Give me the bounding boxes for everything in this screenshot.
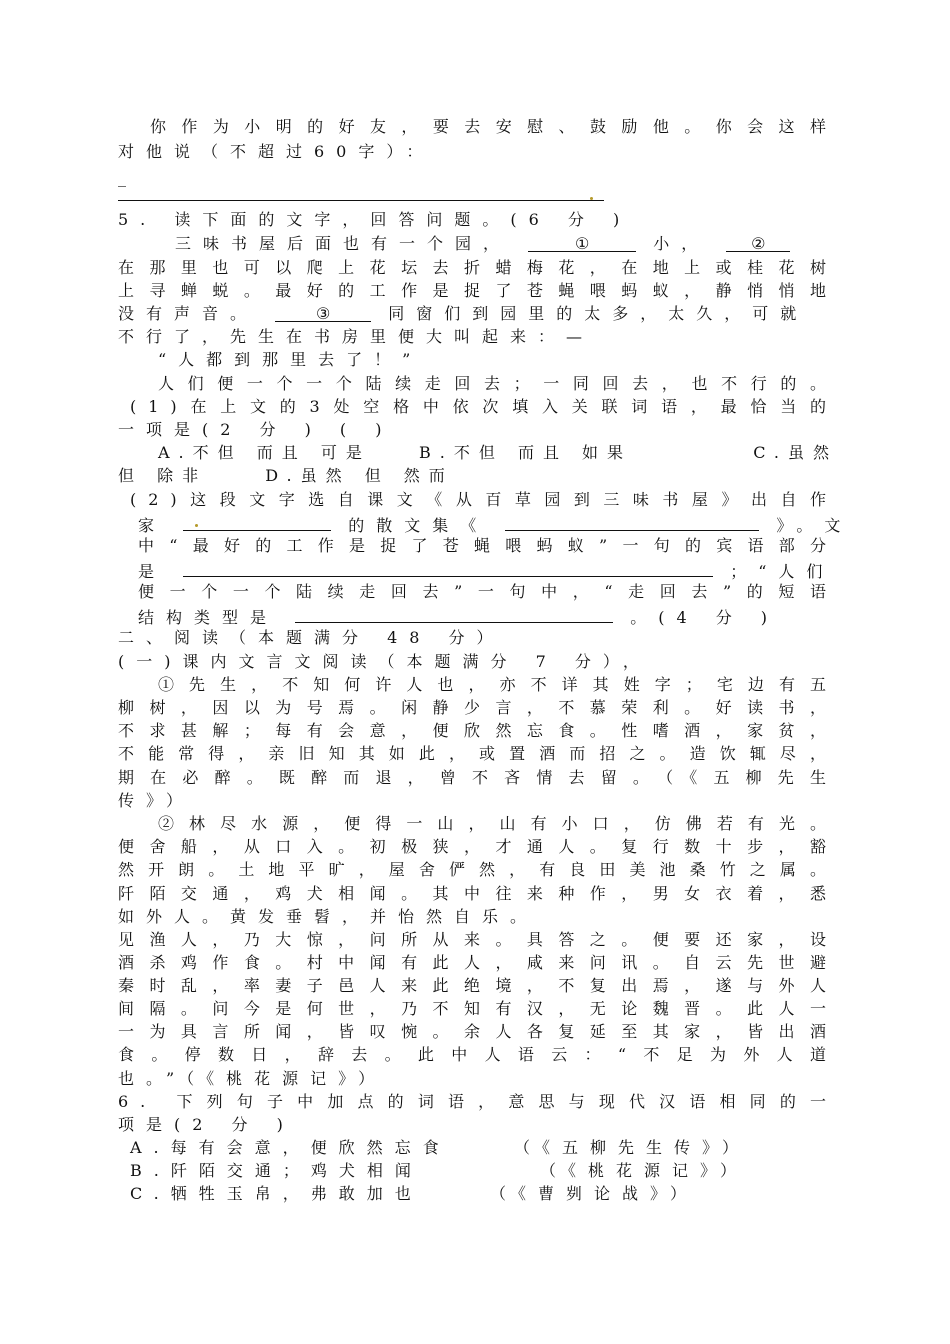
options-line	[158, 441, 838, 465]
sub-question-2: 便一个一个陆续走回去”一句中，“走回去”的短语	[138, 582, 838, 601]
passage-line: 不行了，先生在书房里便大叫起来：—	[118, 327, 595, 346]
option-b[interactable]: B.不但 而且 如果	[419, 443, 633, 462]
section-heading: 二、阅读（本题满分 48 分）	[118, 628, 505, 647]
q-text: 。(4 分 )	[630, 608, 780, 627]
sub-question-1: (1)在上文的3处空格中依次填入关联词语，最恰当的	[130, 397, 838, 416]
q-text: 是	[138, 562, 167, 581]
classical-text: 也。”（《桃花源记》）	[118, 1069, 387, 1088]
passage-line: “人都到那里去了！”	[158, 350, 423, 369]
option-text: B.阡陌交通；鸡犬相闻	[130, 1161, 423, 1180]
classical-text: 不能常得，亲旧知其如此，或置酒而招之。造饮辄尽，	[118, 744, 838, 763]
classical-text: 便舍船，从口入。初极狭，才通人。复行数十步，豁	[118, 837, 838, 856]
classical-text: 见渔人，乃大惊，问所从来。具答之。便要还家，设	[118, 930, 838, 949]
classical-text: 传》）	[118, 791, 195, 810]
option-text: A.每有会意，便欣然忘食	[130, 1138, 451, 1157]
blank-3[interactable]: ③	[275, 302, 371, 322]
passage-line: 在那里也可以爬上花坛去折蜡梅花，在地上或桂花树	[118, 258, 838, 277]
sub-question-2	[138, 557, 838, 581]
sub-question-1: 一项是(2 分 ) ( )	[118, 420, 394, 439]
option-source: （《五柳先生传》）	[514, 1138, 751, 1157]
classical-text: 如外人。黄发垂髫，并怡然自乐。	[118, 907, 539, 926]
option-c[interactable]: C.虽然	[753, 443, 838, 462]
option-c-cont: 但 除非	[118, 466, 208, 485]
classical-text: 酒杀鸡作食。村中闻有此人，咸来问讯。自云先世避	[118, 953, 838, 972]
classical-text: 阡陌交通，鸡犬相闻。其中往来种作，男女衣着，悉	[118, 884, 838, 903]
ink-dot	[195, 524, 198, 527]
classical-text: 秦时乱，率妻子邑人来此绝境，不复出焉，遂与外人	[118, 976, 838, 995]
sub-question-2: 中“最好的工作是捉了苍蝇喂蚂蚁”一句的宾语部分	[138, 536, 838, 555]
section-subheading: (一)课内文言文阅读（本题满分 7 分），	[118, 652, 651, 671]
text-line: _	[118, 168, 126, 187]
blank-2[interactable]: ②	[726, 232, 790, 252]
option-d[interactable]: D.虽然 但 然而	[265, 466, 454, 485]
q-text: 》。文	[776, 516, 853, 535]
answer-blank-structure[interactable]	[295, 603, 613, 623]
answer-blank-collection[interactable]	[505, 511, 759, 531]
passage-line: 上寻蝉蜕。最好的工作是捉了苍蝇喂蚂蚁，静悄悄地	[118, 281, 838, 300]
classical-text: 柳树，因以为号焉。闲静少言，不慕荣利。好读书，	[118, 698, 838, 717]
classical-text: 然开朗。土地平旷，屋舍俨然，有良田美池桑竹之属。	[118, 860, 838, 879]
q6-option-a[interactable]	[130, 1136, 838, 1160]
passage-line: 人们便一个一个陆续走回去；一同回去，也不行的。	[158, 374, 838, 393]
options-line	[118, 464, 838, 488]
q6-option-b[interactable]	[130, 1159, 838, 1183]
option-source: （《曹刿论战》）	[490, 1184, 699, 1203]
blank-1[interactable]: ①	[528, 232, 636, 252]
classical-text: ②林尽水源，便得一山，山有小口，仿佛若有光。	[158, 814, 838, 833]
classical-text: ①先生，不知何许人也，亦不详其姓字；宅边有五	[158, 675, 838, 694]
passage-text: 没有声音。	[118, 304, 259, 323]
q-text: 家	[138, 516, 167, 535]
passage-line	[175, 232, 838, 256]
passage-line	[118, 302, 838, 326]
text-line: 你作为小明的好友，要去安慰、鼓励他。你会这样	[150, 117, 838, 136]
q-text: 的散文集《	[348, 516, 489, 535]
q-text: ；“人们	[730, 562, 835, 581]
sub-question-2	[138, 603, 838, 627]
q6-option-c[interactable]	[130, 1182, 838, 1206]
option-a[interactable]: A.不但 而且 可是	[158, 443, 371, 462]
text-line: 对他说（不超过60字）：	[118, 142, 435, 161]
option-text: C.牺牲玉帛，弗敢加也	[130, 1184, 423, 1203]
classical-text: 食。停数日，辞去。此中人语云：“不足为外人道	[118, 1045, 838, 1064]
passage-text: 小，	[653, 234, 710, 253]
sub-question-2	[138, 511, 853, 535]
passage-text: 同窗们到园里的太多，太久，可就	[388, 304, 809, 323]
classical-text: 间隔。问今是何世，乃不知有汉，无论魏晋。此人一	[118, 999, 838, 1018]
question-6-title: 项是(2 分 )	[118, 1115, 295, 1134]
question-5-title: 5. 读下面的文字，回答问题。(6 分 )	[118, 210, 632, 229]
classical-text: 一为具言所闻，皆叹惋。余人各复延至其家，皆出酒	[118, 1022, 838, 1041]
answer-line[interactable]	[118, 200, 604, 201]
passage-text: 三味书屋后面也有一个园，	[175, 234, 512, 253]
answer-blank-author[interactable]	[183, 511, 331, 531]
classical-text: 不求甚解；每有会意，便欣然忘食。性嗜酒，家贫，	[118, 721, 838, 740]
sub-question-2: (2)这段文字选自课文《从百草园到三味书屋》出自作	[130, 490, 838, 509]
question-6-title: 6. 下列句子中加点的词语，意思与现代汉语相同的一	[118, 1092, 838, 1111]
q-text: 结构类型是	[138, 608, 279, 627]
option-source: （《桃花源记》）	[540, 1161, 749, 1180]
ink-dot	[590, 197, 593, 200]
answer-blank-object[interactable]	[183, 557, 713, 577]
classical-text: 期在必醉。既醉而退，曾不吝情去留。（《五柳先生	[118, 768, 838, 787]
